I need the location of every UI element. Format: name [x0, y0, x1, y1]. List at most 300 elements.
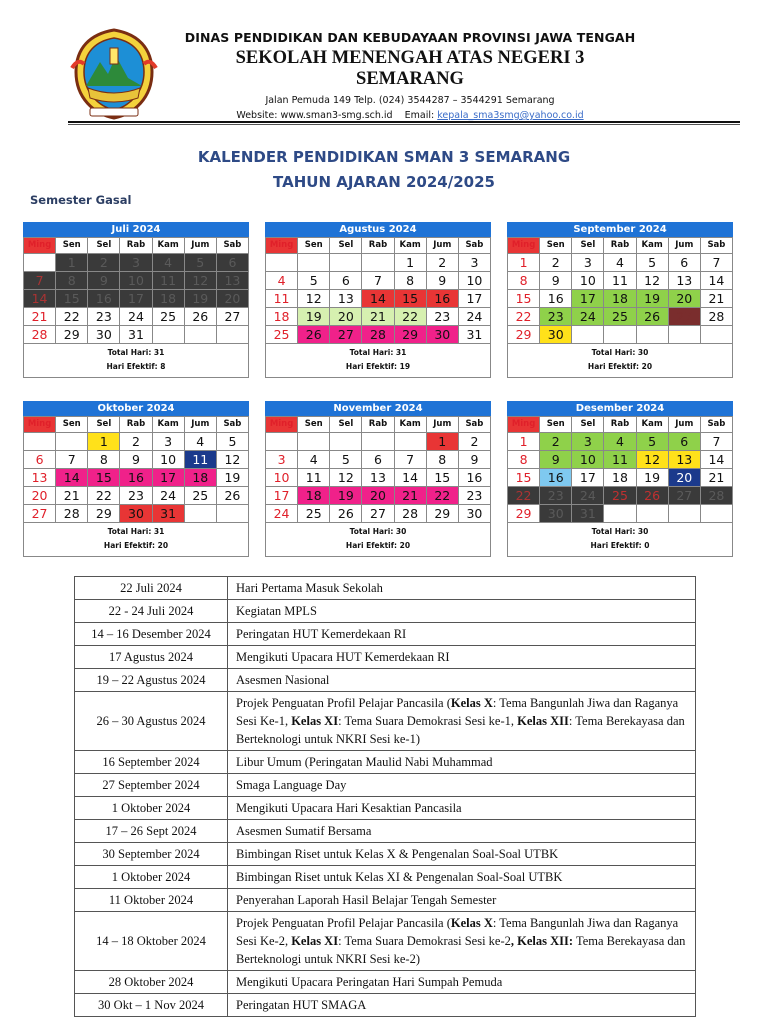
- document-title: [0, 148, 768, 191]
- event-description: Bimbingan Riset untuk Kelas X & Pengenalan Soal-Soal UTBK: [228, 843, 696, 866]
- total-days: Total Hari: 30: [591, 527, 649, 536]
- day-header: Rab: [604, 238, 636, 254]
- calendar-day: 24: [459, 308, 491, 326]
- calendar-day: 17: [266, 487, 298, 505]
- day-header: Ming: [24, 238, 56, 254]
- calendar-day: 1: [88, 433, 120, 451]
- calendar-day: 20: [24, 487, 56, 505]
- calendar-day: 27: [669, 487, 701, 505]
- event-row: [75, 971, 696, 994]
- day-header: Sab: [459, 238, 491, 254]
- calendar-day: 1: [427, 433, 459, 451]
- calendar-day: 25: [153, 308, 185, 326]
- event-row: [75, 623, 696, 646]
- day-header: Jum: [669, 238, 701, 254]
- calendar-day: 20: [217, 290, 249, 308]
- day-header: Sen: [56, 417, 88, 433]
- calendar-day: 1: [508, 254, 540, 272]
- calendar-day: 19: [330, 487, 362, 505]
- calendar-day: 13: [217, 272, 249, 290]
- day-header: Sen: [298, 238, 330, 254]
- calendar-empty-cell: [56, 433, 88, 451]
- calendar-day: 10: [459, 272, 491, 290]
- calendar-day: 25: [298, 505, 330, 523]
- day-header: Jum: [669, 417, 701, 433]
- calendar-day: 11: [185, 451, 217, 469]
- calendar-day: 12: [330, 469, 362, 487]
- month-calendar: [23, 401, 249, 557]
- calendar-day: 22: [56, 308, 88, 326]
- event-row: [75, 889, 696, 912]
- website-text: Website: www.sman3-smg.sch.id Email:: [236, 110, 438, 121]
- calendar-day: 26: [637, 308, 669, 326]
- calendar-day: 31: [572, 505, 604, 523]
- calendar-day: 8: [508, 451, 540, 469]
- calendar-day: 10: [153, 451, 185, 469]
- calendar-day: 16: [459, 469, 491, 487]
- calendar-day: 11: [266, 290, 298, 308]
- calendar-day: 19: [217, 469, 249, 487]
- event-date: 11 Oktober 2024: [75, 889, 228, 912]
- events-table: [74, 576, 696, 1017]
- month-summary: [507, 344, 733, 378]
- event-date: 1 Oktober 2024: [75, 866, 228, 889]
- calendar-empty-cell: [266, 433, 298, 451]
- calendar-day: 22: [395, 308, 427, 326]
- day-header: Sab: [217, 238, 249, 254]
- month-summary: [23, 523, 249, 557]
- calendar-day: 22: [508, 487, 540, 505]
- calendar-day: 23: [427, 308, 459, 326]
- day-header: Ming: [266, 417, 298, 433]
- calendar-day: 25: [266, 326, 298, 344]
- calendar-day: 18: [298, 487, 330, 505]
- month-summary: [265, 523, 491, 557]
- calendar-day: 6: [362, 451, 394, 469]
- agency-name: DINAS PENDIDIKAN DAN KEBUDAYAAN PROVINSI JAWA TENGAH: [184, 30, 636, 45]
- month-calendar: [265, 401, 491, 557]
- calendar-day: 19: [637, 469, 669, 487]
- email-link[interactable]: kepala_sma3smg@yahoo.co.id: [437, 110, 584, 121]
- day-header: Sel: [572, 417, 604, 433]
- calendar-day: 7: [395, 451, 427, 469]
- event-row: [75, 843, 696, 866]
- event-description: Mengikuti Upacara Peringatan Hari Sumpah Pemuda: [228, 971, 696, 994]
- calendar-day: 21: [362, 308, 394, 326]
- calendar-day: 9: [540, 451, 572, 469]
- event-date: 22 - 24 Juli 2024: [75, 600, 228, 623]
- calendar-day: 24: [120, 308, 152, 326]
- event-description: Peringatan HUT Kemerdekaan RI: [228, 623, 696, 646]
- day-header: Rab: [604, 417, 636, 433]
- calendar-day: 27: [669, 308, 701, 326]
- calendar-day: 29: [427, 505, 459, 523]
- calendar-day: 27: [362, 505, 394, 523]
- calendar-day: 11: [604, 451, 636, 469]
- calendar-day: 3: [120, 254, 152, 272]
- calendar-day: 28: [24, 326, 56, 344]
- calendar-day: 10: [572, 272, 604, 290]
- calendar-day: 18: [604, 290, 636, 308]
- event-date: 14 – 18 Oktober 2024: [75, 912, 228, 971]
- calendar-day: 9: [88, 272, 120, 290]
- calendar-day: 2: [120, 433, 152, 451]
- day-header: Jum: [185, 238, 217, 254]
- calendar-day: 4: [266, 272, 298, 290]
- calendar-day: 30: [540, 326, 572, 344]
- calendar-empty-cell: [637, 326, 669, 344]
- calendar-day: 13: [330, 290, 362, 308]
- event-date: 17 Agustus 2024: [75, 646, 228, 669]
- calendar-day: 5: [330, 451, 362, 469]
- event-date: 19 – 22 Agustus 2024: [75, 669, 228, 692]
- event-date: 16 September 2024: [75, 751, 228, 774]
- calendar-day: 16: [540, 290, 572, 308]
- calendar-day: 18: [153, 290, 185, 308]
- day-header: Sab: [459, 417, 491, 433]
- calendar-day: 12: [217, 451, 249, 469]
- event-row: [75, 692, 696, 751]
- calendar-day: 29: [508, 505, 540, 523]
- event-row: [75, 820, 696, 843]
- total-days: Total Hari: 30: [349, 527, 407, 536]
- calendar-empty-cell: [669, 505, 701, 523]
- event-row: [75, 669, 696, 692]
- month-calendar: [507, 222, 733, 378]
- calendar-day: 23: [88, 308, 120, 326]
- month-title: November 2024: [265, 401, 491, 416]
- event-description: Mengikuti Upacara Hari Kesaktian Pancasila: [228, 797, 696, 820]
- calendar-empty-cell: [701, 505, 733, 523]
- calendar-day: 18: [185, 469, 217, 487]
- calendar-day: 23: [459, 487, 491, 505]
- calendar-day: 2: [88, 254, 120, 272]
- effective-days: Hari Efektif: 8: [106, 362, 166, 371]
- calendar-day: 1: [395, 254, 427, 272]
- calendar-day: 12: [298, 290, 330, 308]
- calendar-day: 3: [153, 433, 185, 451]
- event-description: Asesmen Sumatif Bersama: [228, 820, 696, 843]
- calendar-day: 19: [298, 308, 330, 326]
- calendar-day: 6: [669, 254, 701, 272]
- calendar-day: 7: [24, 272, 56, 290]
- event-row: [75, 646, 696, 669]
- day-header: Sen: [298, 417, 330, 433]
- calendar-day: 10: [266, 469, 298, 487]
- month-title: Agustus 2024: [265, 222, 491, 237]
- calendar-day: 16: [540, 469, 572, 487]
- calendar-day: 31: [120, 326, 152, 344]
- calendar-day: 28: [395, 505, 427, 523]
- calendar-day: 15: [508, 469, 540, 487]
- calendar-empty-cell: [572, 326, 604, 344]
- calendar-empty-cell: [24, 254, 56, 272]
- calendar-empty-cell: [217, 326, 249, 344]
- calendar-day: 17: [459, 290, 491, 308]
- calendar-day: 7: [701, 433, 733, 451]
- day-header: Sel: [330, 238, 362, 254]
- effective-days: Hari Efektif: 20: [345, 541, 411, 550]
- calendar-day: 10: [120, 272, 152, 290]
- contact-line: [170, 110, 650, 121]
- day-header: Ming: [24, 417, 56, 433]
- calendar-day: 17: [572, 469, 604, 487]
- day-header: Sel: [88, 238, 120, 254]
- title-line1: KALENDER PENDIDIKAN SMAN 3 SEMARANG: [197, 148, 571, 166]
- calendar-empty-cell: [604, 326, 636, 344]
- calendar-day: 3: [572, 433, 604, 451]
- calendar-day: 30: [120, 505, 152, 523]
- calendar-day: 5: [185, 254, 217, 272]
- day-header: Sab: [701, 417, 733, 433]
- calendar-day: 21: [24, 308, 56, 326]
- event-description: Penyerahan Laporah Hasil Belajar Tengah Semester: [228, 889, 696, 912]
- event-description: Hari Pertama Masuk Sekolah: [228, 577, 696, 600]
- calendar-day: 4: [185, 433, 217, 451]
- calendar-day: 13: [362, 469, 394, 487]
- calendar-day: 25: [604, 308, 636, 326]
- calendar-day: 17: [153, 469, 185, 487]
- day-header: Kam: [637, 417, 669, 433]
- calendar-day: 26: [185, 308, 217, 326]
- calendar-empty-cell: [185, 326, 217, 344]
- calendar-day: 21: [56, 487, 88, 505]
- calendar-day: 8: [395, 272, 427, 290]
- calendar-day: 15: [56, 290, 88, 308]
- calendar-day: 14: [56, 469, 88, 487]
- calendar-day: 13: [24, 469, 56, 487]
- calendar-empty-cell: [153, 326, 185, 344]
- calendar-day: 15: [508, 290, 540, 308]
- semester-label: Semester Gasal: [30, 193, 132, 207]
- calendar-day: 15: [88, 469, 120, 487]
- event-description: Bimbingan Riset untuk Kelas XI & Pengenalan Soal-Soal UTBK: [228, 866, 696, 889]
- calendar-day: 3: [459, 254, 491, 272]
- day-header: Sen: [540, 417, 572, 433]
- event-date: 1 Oktober 2024: [75, 797, 228, 820]
- calendar-day: 28: [701, 487, 733, 505]
- calendar-day: 1: [508, 433, 540, 451]
- calendar-day: 22: [427, 487, 459, 505]
- calendar-day: 8: [88, 451, 120, 469]
- month-grid: [507, 237, 733, 344]
- effective-days: Hari Efektif: 0: [590, 541, 650, 550]
- calendar-day: 6: [669, 433, 701, 451]
- calendar-day: 25: [185, 487, 217, 505]
- month-grid: [23, 237, 249, 344]
- calendar-empty-cell: [395, 433, 427, 451]
- total-days: Total Hari: 31: [107, 527, 165, 536]
- calendar-day: 16: [427, 290, 459, 308]
- calendar-day: 2: [540, 254, 572, 272]
- calendar-day: 23: [120, 487, 152, 505]
- event-row: [75, 912, 696, 971]
- calendar-day: 6: [217, 254, 249, 272]
- event-row: [75, 751, 696, 774]
- day-header: Rab: [120, 417, 152, 433]
- calendar-day: 16: [88, 290, 120, 308]
- month-grid: [23, 416, 249, 523]
- calendar-day: 20: [669, 469, 701, 487]
- calendar-day: 14: [701, 451, 733, 469]
- event-row: [75, 577, 696, 600]
- calendar-day: 3: [572, 254, 604, 272]
- event-description: Libur Umum (Peringatan Maulid Nabi Muhammad: [228, 751, 696, 774]
- calendar-day: 21: [701, 290, 733, 308]
- day-header: Ming: [508, 238, 540, 254]
- calendar-day: 2: [427, 254, 459, 272]
- calendar-day: 4: [604, 254, 636, 272]
- event-description: Asesmen Nasional: [228, 669, 696, 692]
- day-header: Sel: [572, 238, 604, 254]
- calendar-empty-cell: [362, 433, 394, 451]
- event-description: Smaga Language Day: [228, 774, 696, 797]
- calendar-day: 14: [24, 290, 56, 308]
- calendar-day: 8: [56, 272, 88, 290]
- day-header: Kam: [395, 238, 427, 254]
- header-divider-thin: [68, 124, 740, 125]
- effective-days: Hari Efektif: 20: [103, 541, 169, 550]
- calendar-day: 24: [572, 487, 604, 505]
- day-header: Rab: [362, 238, 394, 254]
- day-header: Jum: [427, 417, 459, 433]
- calendar-day: 8: [427, 451, 459, 469]
- school-address: Jalan Pemuda 149 Telp. (024) 3544287 – 3544291 Semarang: [265, 95, 555, 106]
- calendar-day: 31: [459, 326, 491, 344]
- calendar-day: 11: [604, 272, 636, 290]
- day-header: Sab: [701, 238, 733, 254]
- day-header: Jum: [427, 238, 459, 254]
- calendar-day: 25: [604, 487, 636, 505]
- calendar-empty-cell: [330, 433, 362, 451]
- calendar-day: 24: [572, 308, 604, 326]
- calendar-empty-cell: [217, 505, 249, 523]
- calendar-day: 18: [604, 469, 636, 487]
- month-grid: [265, 237, 491, 344]
- event-description: Peringatan HUT SMAGA: [228, 994, 696, 1017]
- event-date: 30 September 2024: [75, 843, 228, 866]
- calendar-empty-cell: [330, 254, 362, 272]
- calendar-day: 7: [701, 254, 733, 272]
- total-days: Total Hari: 31: [349, 348, 407, 357]
- calendar-empty-cell: [701, 326, 733, 344]
- calendar-day: 29: [56, 326, 88, 344]
- event-row: [75, 774, 696, 797]
- event-date: 22 Juli 2024: [75, 577, 228, 600]
- calendar-day: 20: [669, 290, 701, 308]
- calendar-day: 26: [217, 487, 249, 505]
- event-row: [75, 866, 696, 889]
- event-date: 14 – 16 Desember 2024: [75, 623, 228, 646]
- calendar-day: 28: [56, 505, 88, 523]
- province-emblem-icon: [70, 28, 158, 120]
- title-line2: TAHUN AJARAN 2024/2025: [273, 173, 495, 191]
- day-header: Jum: [185, 417, 217, 433]
- calendar-day: 11: [298, 469, 330, 487]
- event-description: Projek Penguatan Profil Pelajar Pancasila (Kelas X: Tema Bangunlah Jiwa dan Raganya Sesi Ke-2, Kelas XI: Tema Suara Demokrasi Sesi ke-2, Kelas XII: Tema Berekayasa dan Berteknologi untuk NKRI Sesi ke-2): [228, 912, 696, 971]
- event-description: Mengikuti Upacara HUT Kemerdekaan RI: [228, 646, 696, 669]
- calendar-day: 19: [185, 290, 217, 308]
- month-grid: [507, 416, 733, 523]
- month-grid: [265, 416, 491, 523]
- day-header: Kam: [637, 238, 669, 254]
- calendar-day: 5: [217, 433, 249, 451]
- effective-days: Hari Efektif: 19: [345, 362, 411, 371]
- calendar-empty-cell: [298, 254, 330, 272]
- school-name-line2: SEMARANG: [356, 69, 464, 89]
- day-header: Sab: [217, 417, 249, 433]
- month-summary: [23, 344, 249, 378]
- day-header: Kam: [153, 238, 185, 254]
- calendar-day: 4: [298, 451, 330, 469]
- calendar-day: 6: [330, 272, 362, 290]
- calendar-day: 17: [572, 290, 604, 308]
- total-days: Total Hari: 30: [591, 348, 649, 357]
- calendar-day: 20: [330, 308, 362, 326]
- calendar-day: 30: [459, 505, 491, 523]
- month-title: Juli 2024: [23, 222, 249, 237]
- calendar-day: 14: [362, 290, 394, 308]
- month-summary: [507, 523, 733, 557]
- calendar-day: 21: [395, 487, 427, 505]
- calendar-day: 24: [153, 487, 185, 505]
- event-description: Kegiatan MPLS: [228, 600, 696, 623]
- month-calendar: [507, 401, 733, 557]
- calendar-empty-cell: [266, 254, 298, 272]
- calendar-day: 21: [701, 469, 733, 487]
- calendar-day: 12: [185, 272, 217, 290]
- calendar-day: 15: [427, 469, 459, 487]
- effective-days: Hari Efektif: 20: [587, 362, 653, 371]
- event-date: 26 – 30 Agustus 2024: [75, 692, 228, 751]
- calendar-day: 4: [604, 433, 636, 451]
- month-title: Desember 2024: [507, 401, 733, 416]
- calendar-empty-cell: [669, 326, 701, 344]
- calendar-day: 23: [540, 487, 572, 505]
- calendar-day: 19: [637, 290, 669, 308]
- event-date: 17 – 26 Sept 2024: [75, 820, 228, 843]
- day-header: Sen: [56, 238, 88, 254]
- calendar-day: 9: [459, 451, 491, 469]
- calendar-day: 30: [540, 505, 572, 523]
- calendar-empty-cell: [185, 505, 217, 523]
- calendar-day: 26: [637, 487, 669, 505]
- calendar-day: 20: [362, 487, 394, 505]
- calendar-day: 18: [266, 308, 298, 326]
- day-header: Kam: [395, 417, 427, 433]
- calendar-day: 30: [88, 326, 120, 344]
- calendar-day: 17: [120, 290, 152, 308]
- day-header: Rab: [362, 417, 394, 433]
- calendar-day: 6: [24, 451, 56, 469]
- event-date: 28 Oktober 2024: [75, 971, 228, 994]
- calendar-day: 31: [153, 505, 185, 523]
- school-name-line1: SEKOLAH MENENGAH ATAS NEGERI 3: [235, 48, 585, 68]
- calendar-day: 26: [330, 505, 362, 523]
- calendar-day: 13: [669, 451, 701, 469]
- day-header: Sen: [540, 238, 572, 254]
- calendar-day: 5: [637, 254, 669, 272]
- month-calendar: [265, 222, 491, 378]
- calendar-day: 5: [637, 433, 669, 451]
- calendar-day: 11: [153, 272, 185, 290]
- event-row: [75, 994, 696, 1017]
- calendar-day: 12: [637, 451, 669, 469]
- month-calendar: [23, 222, 249, 378]
- calendar-day: 23: [540, 308, 572, 326]
- calendar-day: 9: [120, 451, 152, 469]
- calendar-day: 9: [540, 272, 572, 290]
